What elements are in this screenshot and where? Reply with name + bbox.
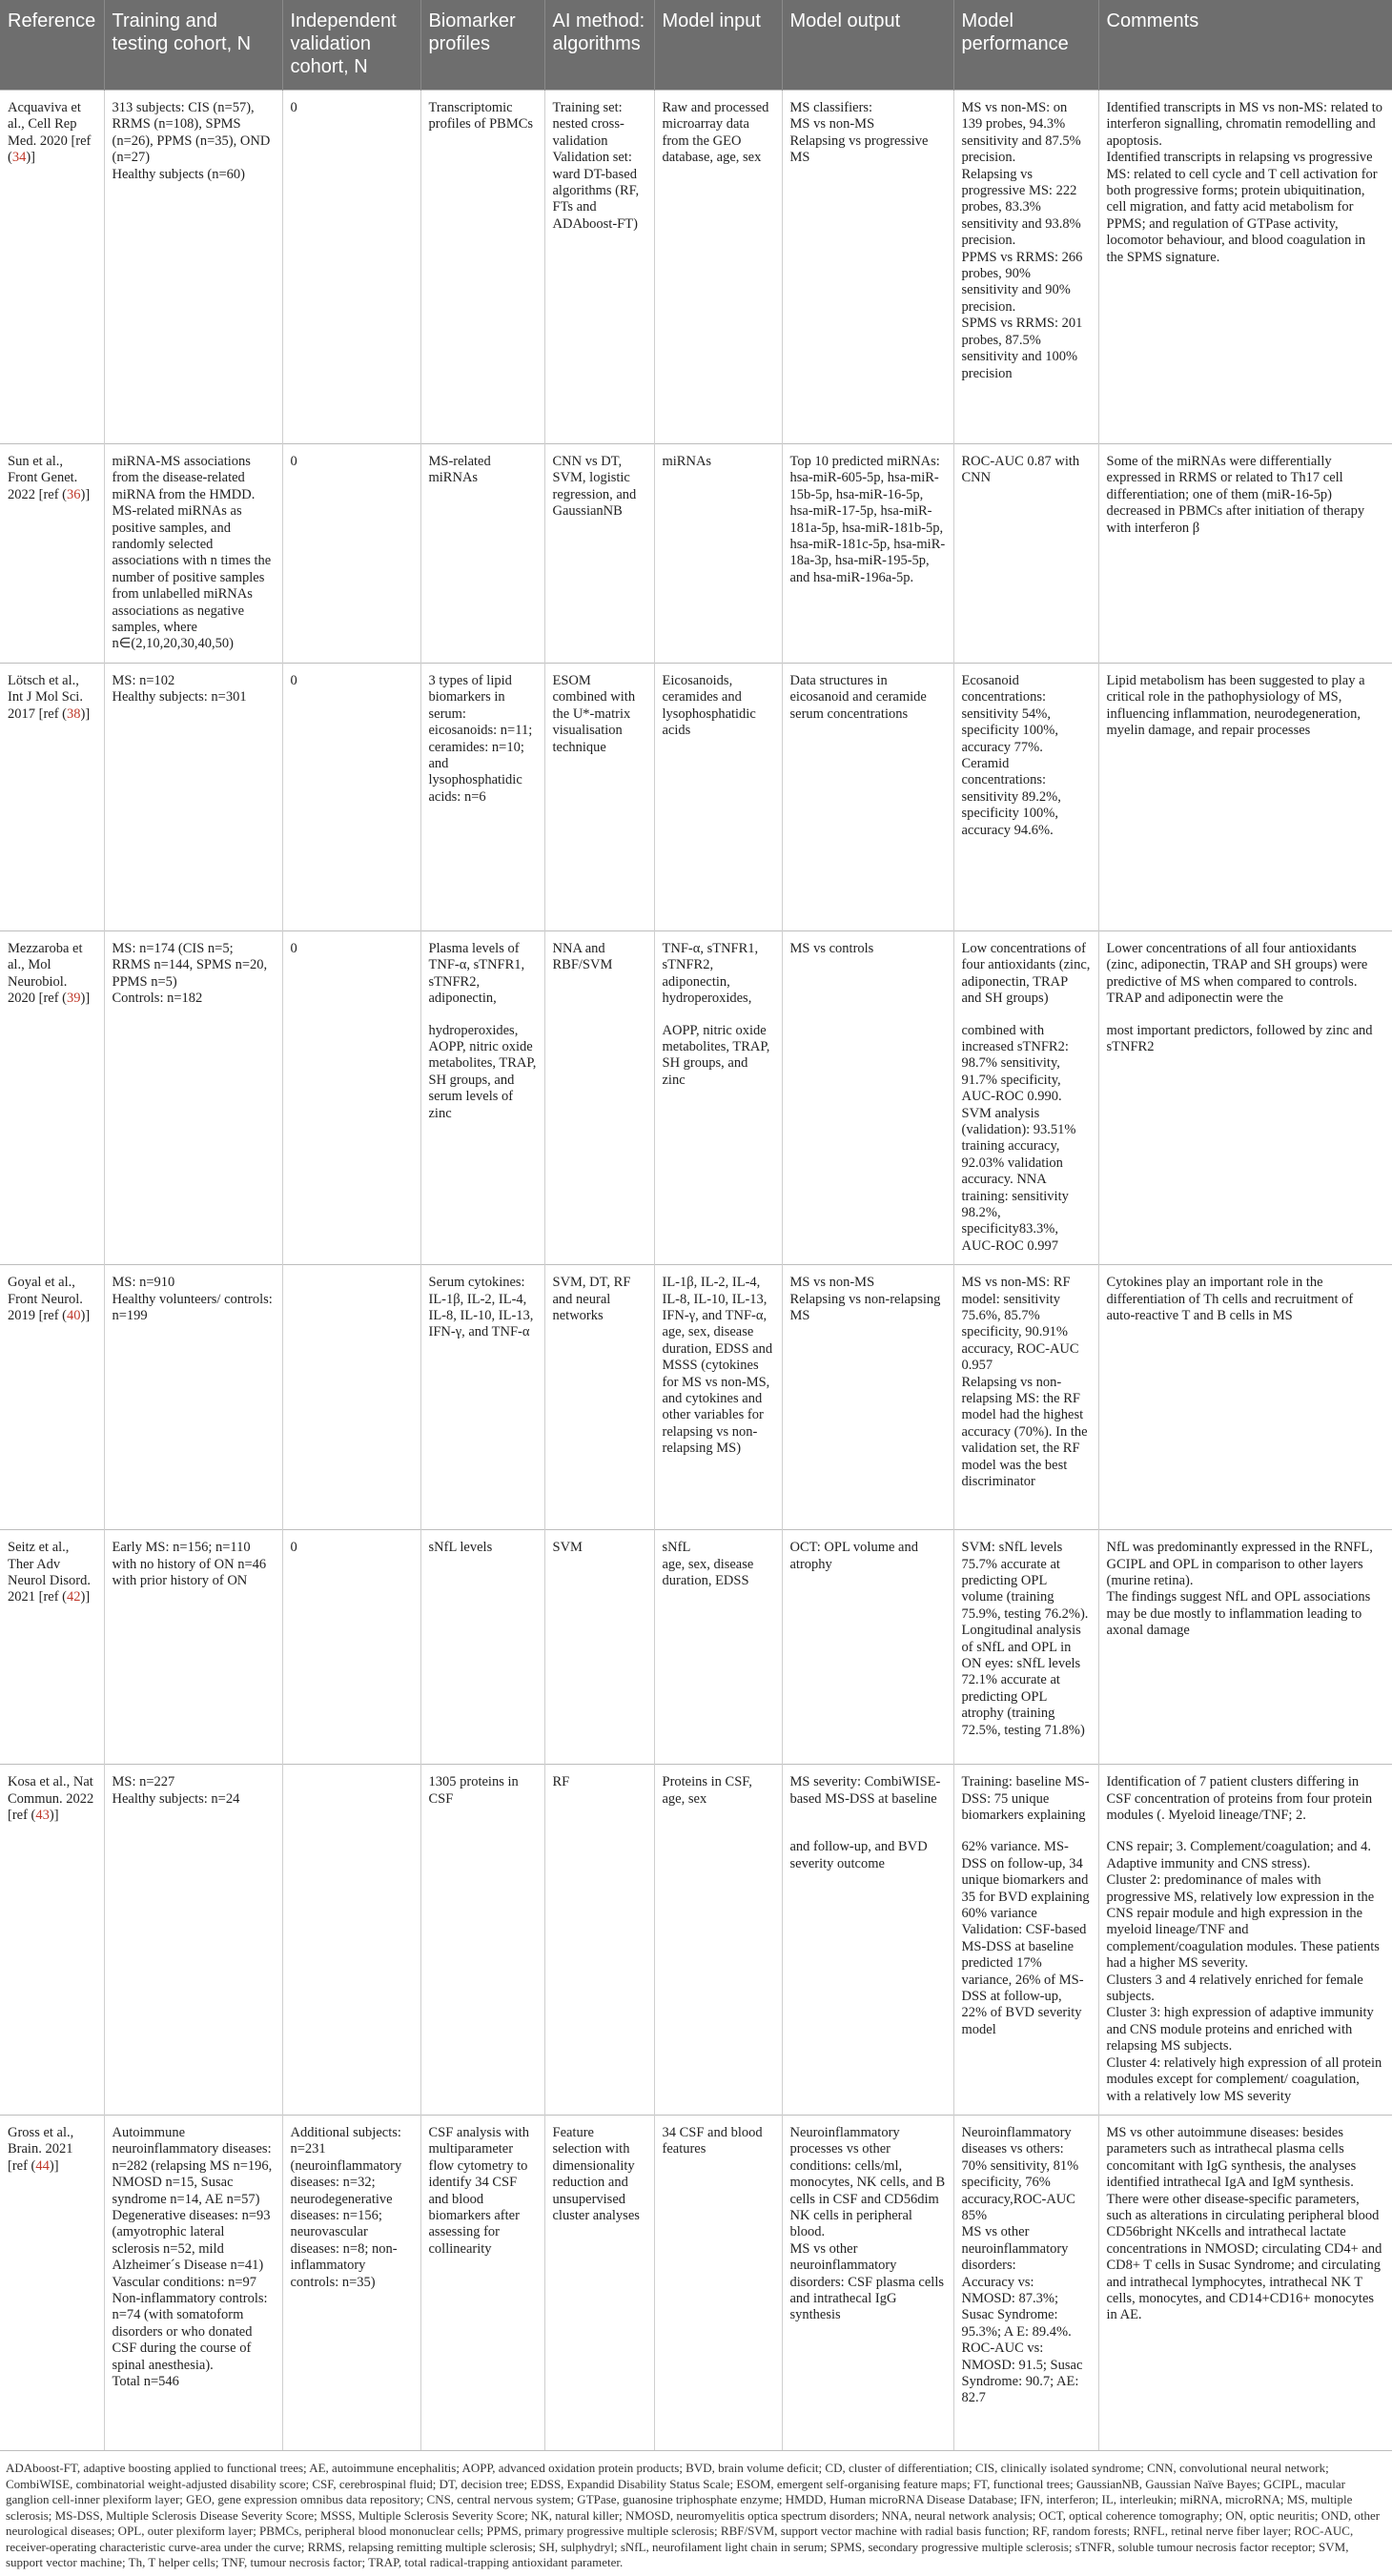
model-output-cell: MS vs non-MS Relapsing vs non-relapsing MS [782,1265,953,1530]
training-cohort-cell: MS: n=174 (CIS n=5; RRMS n=144, SPMS n=20, PPMS n=5) Controls: n=182 [104,930,282,1016]
column-header: Model output [782,0,953,91]
training-cohort-cell: Autoimmune neuroinflammatory diseases: n=282 (relapsing MS n=196, NMOSD n=15, Susac syndrome n=14, AE n=57) Degenerative diseases: n=93 (amyotrophic lateral sclerosis n=52, mild Alzheimer´s Disease n=41) Vascular conditions: n=97 Non-inflammatory controls: n=74 (with somatoform disorders or who donated CSF during the course of spinal anesthesia). Total n=546 [104,2115,282,2450]
biomarker-profiles-cell: MS-related miRNAs [420,444,544,664]
biomarker-profiles-cell: 1305 proteins in CSF [420,1765,544,1834]
model-input-cell: Raw and processed microarray data from the GEO database, age, sex [654,91,782,444]
ai-method-cell: ESOM combined with the U*-matrix visualisation technique [544,663,654,930]
comments-cell: CNS repair; 3. Complement/coagulation; and 4. Adaptive immunity and CNS stress). Cluster 2: predominance of males with progressive MS, relatively low expression in the CNS repair module and high expression in the myeloid lineage/TNF and complement/coagulation modules. These patients had a higher MS severity. Clusters 3 and 4 relatively enriched for female subjects. Cluster 3: high expression of adaptive immunity and CNS module proteins and enriched with relapsing MS subjects. Cluster 4: relatively high expression of all protein modules except for complement/ coagulation, with a relatively low MS severity [1098,1833,1392,2115]
column-header: Model input [654,0,782,91]
biomarker-profiles-cell: Serum cytokines: IL-1β, IL-2, IL-4, IL-8, IL-10, IL-13, IFN-γ, and TNF-α [420,1265,544,1530]
reference-cell [0,663,104,930]
model-performance-cell: 62% variance. MS-DSS on follow-up, 34 unique biomarkers and 35 for BVD explaining 60% variance Validation: CSF-based MS-DSS at baseline predicted 17% variance, 26% of MS-DSS at follow-up, 22% of BVD severity model [953,1833,1098,2115]
comments-cell: Some of the miRNAs were differentially expressed in RRMS or related to Th17 cell differentiation; one of them (miR-16-5p) decreased in PBMCs after initiation of therapy with interferon β [1098,444,1392,664]
model-output-cell: and follow-up, and BVD severity outcome [782,1833,953,2115]
reference-text: Sun et al., Front Genet. 2022 [ref ( [8,454,78,502]
biomarker-profiles-cell: hydroperoxides, AOPP, nitric oxide metabolites, TRAP, SH groups, and serum levels of zinc [420,1017,544,1265]
model-output-cell: Data structures in eicosanoid and ceramide serum concentrations [782,663,953,930]
model-output-cell [782,1017,953,1265]
table-row [0,444,1392,664]
biomarker-profiles-cell: 3 types of lipid biomarkers in serum: eicosanoids: n=11; ceramides: n=10; and lysophosphatidic acids: n=6 [420,663,544,930]
model-input-cell: 34 CSF and blood features [654,2115,782,2450]
reference-link[interactable]: 42 [67,1589,81,1605]
validation-cohort-cell: 0 [282,91,420,444]
reference-tail: )] [80,991,91,1007]
comments-cell: Lipid metabolism has been suggested to play a critical role in the pathophysiology of MS, influencing inflammation, neurodegeneration, myelin damage, and repair processes [1098,663,1392,930]
reference-text: Acquaviva et al., Cell Rep Med. 2020 [ref ( [8,100,92,166]
ai-method-cell: NNA and RBF/SVM [544,930,654,1016]
table-body [0,91,1392,2451]
biomarker-profiles-cell: Plasma levels of TNF-α, sTNFR1, sTNFR2, adiponectin, [420,930,544,1016]
table-row [0,930,1392,1016]
comments-cell: most important predictors, followed by zinc and sTNFR2 [1098,1017,1392,1265]
reference-tail: )] [80,1308,91,1323]
reference-cell [0,1530,104,1765]
validation-cohort-cell: 0 [282,1530,420,1765]
table-row [0,1530,1392,1765]
table-footnote: ADAboost-FT, adaptive boosting applied to functional trees; AE, autoimmune encephalitis; AOPP, advanced oxidation protein products; BVD, brain volume deficit; CD, cluster of differentiation; CIS, clinically isolated syndrome; CNN, convolutional neural network; CombiWISE, combinatorial weight-adjusted disability score; CSF, cerebrospinal fluid; DT, decision tree; EDSS, Expandid Disability Status Scale; ESOM, emergent self-organising feature maps; FT, functional trees; GaussianNB, Gaussian Naïve Bayes; GCIPL, macular ganglion cell-inner plexiform layer; GEO, gene expression omnibus data repository; CNS, central nervous system; GTPase, guanosine triphosphate enzyme; HMDD, Human microRNA Disease Database; IFN, interferon; IL, interleukin; miRNA, microRNA; MS, multiple sclerosis; MS-DSS, Multiple Sclerosis Disease Severity Score; MSSS, Multiple Sclerosis Severity Score; NK, natural killer; NMOSD, neuromyelitis optica spectrum disorders; NNA, neural network analysis; OCT, optical coherence tomography; ON, optic neuritis; OND, other neurological diseases; OPL, outer plexiform layer; PBMCs, peripheral blood mononuclear cells; PPMS, primary progressive multiple sclerosis; RBF/SVM, support vector machine with radial basis function; RF, random forests; RNFL, retinal nerve fiber layer; ROC-AUC, receiver-operating characteristic curve-area under the curve; RRMS, relapsing remitting multiple sclerosis; SH, sulphydryl; sNfL, neurofilament light chain in serum; SPMS, secondary progressive multiple sclerosis; sTNFR, soluble tumour necrosis factor receptor; SVM, support vector machine; Th, T helper cells; TNF, tumour necrosis factor; TRAP, total radical-trapping antioxidant parameter. [0,2450,1392,2571]
model-output-cell: MS vs controls [782,930,953,1016]
validation-cohort-cell: Additional subjects: n=231 (neuroinflammatory diseases: n=32; neurodegenerative diseases: n=156; neurovascular diseases: n=8; non-inflammatory controls: n=35) [282,2115,420,2450]
reference-text: Mezzaroba et al., Mol Neurobiol. 2020 [ref ( [8,940,83,1007]
training-cohort-cell [104,1833,282,2115]
column-header: Comments [1098,0,1392,91]
model-output-cell: MS classifiers: MS vs non-MS Relapsing vs progressive MS [782,91,953,444]
reference-tail: )] [80,1589,91,1605]
reference-tail: )] [49,2157,59,2174]
reference-cell [0,91,104,444]
column-header: Biomarker profiles [420,0,544,91]
training-cohort-cell: MS: n=102 Healthy subjects: n=301 [104,663,282,930]
reference-cell [0,1017,104,1265]
reference-text: Gross et al., Brain. 2021 [ref ( [8,2124,74,2174]
training-cohort-cell: MS: n=227 Healthy subjects: n=24 [104,1765,282,1834]
biomarker-profiles-cell: CSF analysis with multiparameter flow cytometry to identify 34 CSF and blood biomarkers after assessing for collinearity [420,2115,544,2450]
validation-cohort-cell: 0 [282,444,420,664]
training-cohort-cell: miRNA-MS associations from the disease-related miRNA from the HMDD. MS-related miRNAs as positive samples, and randomly selected associations with n times the number of positive samples from unlabelled miRNAs associations as negative samples, where n∈(2,10,20,30,40,50) [104,444,282,664]
ai-method-cell [544,1833,654,2115]
model-input-cell [654,1833,782,2115]
model-performance-cell: Training: baseline MS-DSS: 75 unique biomarkers explaining [953,1765,1098,1834]
biomarker-profiles-cell: Transcriptomic profiles of PBMCs [420,91,544,444]
model-performance-cell: ROC-AUC 0.87 with CNN [953,444,1098,664]
comments-cell: MS vs other autoimmune diseases: besides parameters such as intrathecal plasma cells concomitant with IgG synthesis, the analyses identified intrathecal IgA and IgM synthesis. There were other disease-specific parameters, such as alterations in circulating peripheral blood CD56bright NKcells and intrathecal lactate concentrations in NMOSD; circulating CD4+ and CD8+ T cells in Susac Syndrome; and circulating and intrathecal lymphocytes, intrathecal NK T cells, monocytes, and CD14+CD16+ monocytes in AE. [1098,2115,1392,2450]
reference-tail: )] [80,486,91,502]
header-row [0,0,1392,91]
model-output-cell: OCT: OPL volume and atrophy [782,1530,953,1765]
validation-cohort-cell [282,1017,420,1265]
reference-link[interactable]: 34 [11,150,27,166]
comments-cell: Cytokines play an important role in the differentiation of Th cells and recruitment of auto-reactive T and B cells in MS [1098,1265,1392,1530]
biomarker-profiles-cell: sNfL levels [420,1530,544,1765]
reference-tail: )] [49,1808,59,1823]
comments-cell: Identification of 7 patient clusters differing in CSF concentration of proteins from four protein modules (. Myeloid lineage/TNF; 2. [1098,1765,1392,1834]
column-header: Independent validation cohort, N [282,0,420,91]
table-row [0,1765,1392,1834]
training-cohort-cell [104,1017,282,1265]
reference-link[interactable]: 43 [35,1808,50,1823]
model-performance-cell: MS vs non-MS: on 139 probes, 94.3% sensitivity and 87.5% precision. Relapsing vs progressive MS: 222 probes, 83.3% sensitivity and 93.8% precision. PPMS vs RRMS: 266 probes, 90% sensitivity and 90% precision. SPMS vs RRMS: 201 probes, 87.5% sensitivity and 100% precision [953,91,1098,444]
ai-method-cell: Feature selection with dimensionality reduction and unsupervised cluster analyses [544,2115,654,2450]
model-input-cell: AOPP, nitric oxide metabolites, TRAP, SH groups, and zinc [654,1017,782,1265]
reference-text: Seitz et al., Ther Adv Neurol Disord. 2021 [ref ( [8,1540,91,1605]
reference-text: Kosa et al., Nat Commun. 2022 [ref ( [8,1774,94,1823]
biomarker-profiles-cell [420,1833,544,2115]
ai-method-cell: Training set: nested cross-validation Validation set: ward DT-based algorithms (RF, FTs and ADAboost-FT) [544,91,654,444]
table-row [0,2115,1392,2450]
reference-link[interactable]: 40 [67,1308,81,1323]
training-cohort-cell: MS: n=910 Healthy volunteers/ controls: n=199 [104,1265,282,1530]
ai-method-cell: CNN vs DT, SVM, logistic regression, and GaussianNB [544,444,654,664]
comments-cell: Lower concentrations of all four antioxidants (zinc, adiponectin, TRAP and SH groups) were predictive of MS when compared to controls. TRAP and adiponectin were the [1098,930,1392,1016]
reference-cell [0,444,104,664]
reference-cell [0,1765,104,1834]
reference-link[interactable]: 39 [67,991,81,1007]
table-header [0,0,1392,91]
reference-cell [0,2115,104,2450]
ai-method-cell [544,1017,654,1265]
reference-tail: )] [80,705,91,722]
table-row [0,1833,1392,2115]
reference-tail: )] [26,150,36,166]
model-input-cell: IL-1β, IL-2, IL-4, IL-8, IL-10, IL-13, IFN-γ, and TNF-α, age, sex, disease duration, EDSS and MSSS (cytokines for MS vs non-MS, and cytokines and other variables for relapsing vs non-relapsing MS) [654,1265,782,1530]
reference-text: Lötsch et al., Int J Mol Sci. 2017 [ref ( [8,672,83,722]
model-performance-cell: MS vs non-MS: RF model: sensitivity 75.6%, 85.7% specificity, 90.91% accuracy, ROC-AUC 0.957 Relapsing vs non-relapsing MS: the RF model had the highest accuracy (70%). In the validation set, the RF model was the best discriminator [953,1265,1098,1530]
model-performance-cell: Neuroinflammatory diseases vs others: 70% sensitivity, 81% specificity, 76% accuracy,ROC-AUC 85% MS vs other neuroinflammatory disorders: Accuracy vs: NMOSD: 87.3%; Susac Syndrome: 95.3%; A E: 89.4%. ROC-AUC vs: NMOSD: 91.5; Susac Syndrome: 90.7; AE: 82.7 [953,2115,1098,2450]
model-performance-cell: Ecosanoid concentrations: sensitivity 54%, specificity 100%, accuracy 77%. Ceramid concentrations: sensitivity 89.2%, specificity 100%, accuracy 94.6%. [953,663,1098,930]
model-input-cell: sNfL age, sex, disease duration, EDSS [654,1530,782,1765]
model-performance-cell: combined with increased sTNFR2: 98.7% sensitivity, 91.7% specificity, AUC-ROC 0.990. SVM analysis (validation): 93.51% training accuracy, 92.03% validation accuracy. NNA training: sensitivity 98.2%, specificity83.3%, AUC-ROC 0.997 [953,1017,1098,1265]
model-output-cell: Top 10 predicted miRNAs: hsa-miR-605-5p, hsa-miR-15b-5p, hsa-miR-16-5p, hsa-miR-17-5p, hsa-miR-181a-5p, hsa-miR-181b-5p, hsa-miR-181c-5p, hsa-miR-18a-3p, hsa-miR-195-5p, and hsa-miR-196a-5p. [782,444,953,664]
model-performance-cell: Low concentrations of four antioxidants (zinc, adiponectin, TRAP and SH groups) [953,930,1098,1016]
table-row [0,1017,1392,1265]
comments-cell: Identified transcripts in MS vs non-MS: related to interferon signalling, chromatin remodelling and apoptosis. Identified transcripts in relapsing vs progressive MS: related to cell cycle and T cell activation for both progressive forms; protein ubiquitination, cell migration, and fatty acid metabolism for PPMS; and regulation of GTPase activity, locomotor behaviour, and blood coagulation in the SPMS signature. [1098,91,1392,444]
model-output-cell: Neuroinflammatory processes vs other conditions: cells/ml, monocytes, NK cells, and B cells in CSF and CD56dim NK cells in peripheral blood. MS vs other neuroinflammatory disorders: CSF plasma cells and intrathecal IgG synthesis [782,2115,953,2450]
validation-cohort-cell [282,1265,420,1530]
reference-link[interactable]: 38 [67,705,81,722]
model-input-cell: Eicosanoids, ceramides and lysophosphatidic acids [654,663,782,930]
validation-cohort-cell [282,1765,420,1834]
model-input-cell: miRNAs [654,444,782,664]
validation-cohort-cell: 0 [282,663,420,930]
column-header: Model performance [953,0,1098,91]
comments-cell: NfL was predominantly expressed in the RNFL, GCIPL and OPL in comparison to other layers (murine retina). The findings suggest NfL and OPL associations may be due mostly to inflammation leading to axonal damage [1098,1530,1392,1765]
model-input-cell: Proteins in CSF, age, sex [654,1765,782,1834]
training-cohort-cell: Early MS: n=156; n=110 with no history of ON n=46 with prior history of ON [104,1530,282,1765]
reference-link[interactable]: 44 [35,2157,50,2174]
column-header: Training and testing cohort, N [104,0,282,91]
table-row [0,1265,1392,1530]
reference-cell [0,930,104,1016]
ai-method-cell: SVM [544,1530,654,1765]
reference-cell [0,1833,104,2115]
reference-cell [0,1265,104,1530]
model-input-cell: TNF-α, sTNFR1, sTNFR2, adiponectin, hydroperoxides, [654,930,782,1016]
validation-cohort-cell [282,1833,420,2115]
ai-method-cell: SVM, DT, RF and neural networks [544,1265,654,1530]
ai-method-cell: RF [544,1765,654,1834]
column-header: Reference [0,0,104,91]
table-row [0,91,1392,444]
validation-cohort-cell: 0 [282,930,420,1016]
reference-text: Goyal et al., Front Neurol. 2019 [ref ( [8,1275,83,1323]
column-header: AI method: algorithms [544,0,654,91]
training-cohort-cell: 313 subjects: CIS (n=57), RRMS (n=108), SPMS (n=26), PPMS (n=35), OND (n=27) Healthy subjects (n=60) [104,91,282,444]
table-row [0,663,1392,930]
reference-link[interactable]: 36 [67,486,81,502]
model-performance-cell: SVM: sNfL levels 75.7% accurate at predicting OPL volume (training 75.9%, testing 76.2%). Longitudinal analysis of sNfL and OPL in ON eyes: sNfL levels 72.1% accurate at predicting OPL atrophy (training 72.5%, testing 71.8%) [953,1530,1098,1765]
model-output-cell: MS severity: CombiWISE-based MS-DSS at baseline [782,1765,953,1834]
